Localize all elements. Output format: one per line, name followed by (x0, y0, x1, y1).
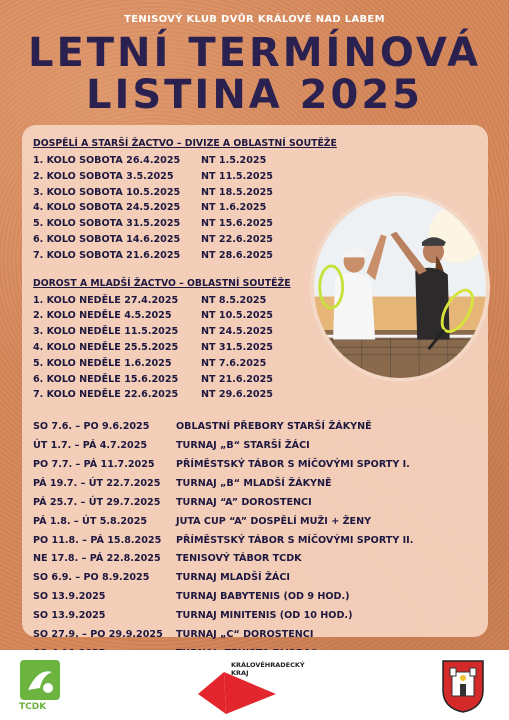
event-row (33, 497, 473, 516)
event-name: TURNAJ MINITENIS (OD 10 HOD.) (176, 610, 353, 622)
event-name: TURNAJ MLADŠÍ ŽÁCI (176, 572, 290, 584)
event-date: SO 6.9. – PO 8.9.2025 (33, 572, 150, 584)
event-date: PO 11.8. – PÁ 15.8.2025 (33, 534, 162, 546)
event-date: SO 27.9. – PO 29.9.2025 (33, 628, 163, 640)
replacement-date: NT 21.6.2025 (201, 373, 273, 385)
tennis-players-photo (310, 192, 490, 382)
round-date: 6. KOLO SOBOTA 14.6.2025 (33, 233, 181, 245)
title-line-1: LETNÍ TERMÍNOVÁ (27, 30, 482, 76)
events-list (33, 421, 473, 667)
round-date: 1. KOLO SOBOTA 26.4.2025 (33, 155, 181, 166)
replacement-date: NT 29.6.2025 (201, 389, 273, 401)
event-name: PŘÍMĚSTSKÝ TÁBOR S MÍČOVÝMI SPORTY I. (176, 458, 410, 470)
event-row (33, 591, 473, 610)
round-date: 4. KOLO NEDĚLE 25.5.2025 (33, 341, 179, 353)
replacement-date: NT 18.5.2025 (201, 186, 273, 198)
event-date: SO 13.9.2025 (33, 610, 106, 622)
club-name: TENISOVÝ KLUB DVŮR KRÁLOVÉ NAD LABEM (124, 14, 385, 25)
replacement-date: NT 31.5.2025 (201, 341, 273, 353)
round-date: 7. KOLO NEDĚLE 22.6.2025 (33, 389, 179, 401)
event-name: TURNAJ „B“ MLADŠÍ ŽÁKYNĚ (176, 477, 332, 489)
round-date: 4. KOLO SOBOTA 24.5.2025 (33, 202, 181, 214)
youth-heading: DOROST A MLADŠÍ ŽACTVO – OBLASTNÍ SOUTĚŽE (33, 277, 291, 289)
event-name: JUTA CUP “A” DOSPĚLÍ MUŽI + ŽENY (176, 515, 372, 527)
event-date: PÁ 19.7. – ÚT 22.7.2025 (33, 477, 161, 489)
kraj-line-2: KRAJ (231, 669, 249, 677)
event-name: TURNAJ „B“ STARŠÍ ŽÁCI (176, 440, 310, 452)
replacement-date: NT 8.5.2025 (201, 294, 267, 306)
city-crest-icon (440, 658, 486, 714)
players-high-five-image (314, 196, 486, 378)
tcdk-logo-text: TCDK (19, 702, 47, 712)
event-date: ÚT 1.7. – PÁ 4.7.2025 (33, 440, 148, 452)
event-row (33, 459, 473, 478)
kraj-line-1: KRÁLOVÉHRADECKÝ (231, 661, 305, 669)
round-date: 5. KOLO NEDĚLE 1.6.2025 (33, 357, 172, 369)
round-date: 6. KOLO NEDĚLE 15.6.2025 (33, 373, 179, 385)
event-row (33, 553, 473, 572)
event-date: PÁ 1.8. – ÚT 5.8.2025 (33, 515, 148, 527)
event-row (33, 535, 473, 554)
round-date: 3. KOLO SOBOTA 10.5.2025 (33, 186, 181, 198)
event-row (33, 478, 473, 497)
replacement-date: NT 22.6.2025 (201, 233, 273, 245)
event-name: TURNAJ „C“ DOROSTENCI (176, 628, 314, 640)
event-date: PÁ 25.7. – ÚT 29.7.2025 (33, 496, 161, 508)
event-row (33, 516, 473, 535)
event-date: PO 7.7. – PÁ 11.7.2025 (33, 458, 155, 470)
replacement-date: NT 1.6.2025 (201, 202, 267, 214)
event-row (33, 421, 473, 440)
event-name: OBLASTNÍ PŘEBORY STARŠÍ ŽÁKYNĚ (176, 421, 372, 433)
kraj-logo-text (231, 661, 305, 677)
replacement-date: NT 7.6.2025 (201, 357, 267, 369)
footer (0, 650, 509, 720)
youth-round-row (33, 389, 473, 405)
event-date: NE 17.8. – PÁ 22.8.2025 (33, 553, 161, 565)
replacement-date: NT 15.6.2025 (201, 218, 273, 230)
event-row (33, 572, 473, 591)
round-date: 7. KOLO SOBOTA 21.6.2025 (33, 249, 181, 261)
event-name: TENISOVÝ TÁBOR TCDK (176, 553, 302, 565)
replacement-date: NT 10.5.2025 (201, 310, 273, 322)
round-date: 5. KOLO SOBOTA 31.5.2025 (33, 218, 181, 230)
replacement-date: NT 28.6.2025 (201, 249, 273, 261)
event-name: PŘÍMĚSTSKÝ TÁBOR S MÍČOVÝMI SPORTY II. (176, 534, 414, 546)
title-line-2: LISTINA 2025 (85, 72, 424, 118)
round-date: 1. KOLO NEDĚLE 27.4.2025 (33, 294, 179, 306)
event-row (33, 629, 473, 648)
adults-round-row (33, 171, 473, 187)
event-date: SO 13.9.2025 (33, 591, 106, 603)
adults-round-row (33, 155, 473, 171)
event-name: TURNAJ BABYTENIS (OD 9 HOD.) (176, 591, 350, 603)
replacement-date: NT 11.5.2025 (201, 170, 273, 182)
event-date: SO 7.6. – PO 9.6.2025 (33, 421, 150, 433)
replacement-date: NT 1.5.2025 (201, 155, 267, 166)
round-date: 2. KOLO NEDĚLE 4.5.2025 (33, 310, 172, 322)
round-date: 2. KOLO SOBOTA 3.5.2025 (33, 170, 174, 182)
replacement-date: NT 24.5.2025 (201, 326, 273, 338)
adults-heading: DOSPĚLÍ A STARŠÍ ŽACTVO – DIVIZE A OBLASTNÍ SOUTĚŽE (33, 138, 337, 149)
event-name: TURNAJ “A” DOROSTENCI (176, 496, 312, 508)
event-row (33, 440, 473, 459)
event-row (33, 610, 473, 629)
round-date: 3. KOLO NEDĚLE 11.5.2025 (33, 326, 179, 338)
